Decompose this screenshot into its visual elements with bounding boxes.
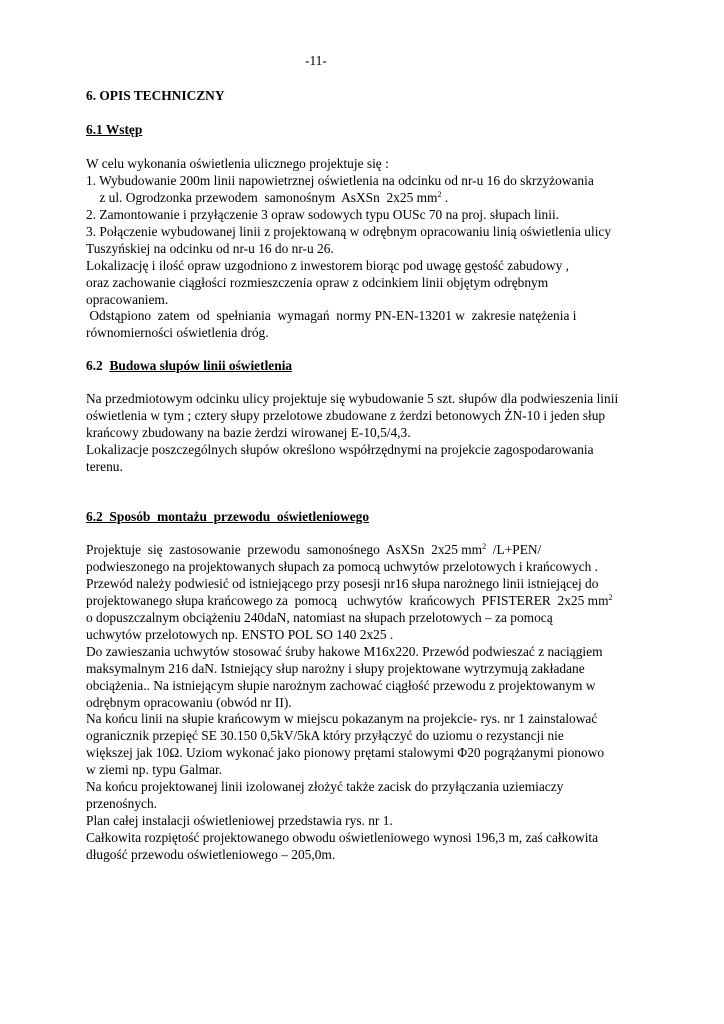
paragraph-line: uchwytów przelotowych np. ENSTO POL SO 140 2x25 . bbox=[86, 627, 394, 642]
paragraph-line: Całkowita rozpiętość projektowanego obwodu oświetleniowego wynosi 196,3 m, zaś całkowita bbox=[86, 830, 599, 845]
paragraph-line: terenu. bbox=[86, 459, 123, 474]
paragraph-line: Na przedmiotowym odcinku ulicy projektuje się wybudowanie 5 szt. słupów dla podwieszenia linii bbox=[86, 391, 619, 406]
paragraph-line: obciążenia.. Na istniejącym słupie narożnym zachować ciągłość przewodu z projektowanym w bbox=[86, 678, 596, 693]
paragraph-line: z ul. Ogrodzonka przewodem samonośnym AsXSn 2x25 $mm^2$ . bbox=[86, 190, 449, 205]
paragraph-line: przenośnych. bbox=[86, 796, 158, 811]
paragraph-line: 2. Zamontowanie i przyłączenie 3 opraw sodowych typu OUSc 70 na proj. słupach linii. bbox=[86, 207, 560, 222]
paragraph-line: większej jak 10Ω. Uziom wykonać jako pionowy prętami stalowymi Φ20 pogrążanymi pionowo bbox=[86, 745, 605, 760]
paragraph-line: Tuszyńskiej na odcinku od nr-u 16 do nr-u 26. bbox=[86, 241, 334, 256]
paragraph-line: o dopuszczalnym obciążeniu 240daN, natomiast na słupach przelotowych – za pomocą bbox=[86, 610, 553, 625]
paragraph-line: oświetlenia w tym ; cztery słupy przelotowe zbudowane z żerdzi betonowych ŻN-10 i jeden słup bbox=[86, 408, 606, 423]
paragraph-line: Przewód należy podwiesić od istniejącego przy posesji nr16 słupa narożnego linii istniejącej do bbox=[86, 576, 599, 591]
paragraph-line: krańcowy zbudowany na bazie żerdzi wirowanej E-10,5/4,3. bbox=[86, 425, 411, 440]
paragraph-line: opracowaniem. bbox=[86, 292, 169, 307]
page-number: -11- bbox=[305, 53, 327, 68]
paragraph-line: Plan całej instalacji oświetleniowej przedstawia rys. nr 1. bbox=[86, 813, 393, 828]
paragraph-line: podwieszonego na projektowanych słupach za pomocą uchwytów przelotowych i krańcowych . bbox=[86, 559, 599, 574]
paragraph-line: odrębnym opracowaniu (obwód nr II). bbox=[86, 695, 292, 710]
heading-opis-techniczny: 6. OPIS TECHNICZNY bbox=[86, 88, 225, 103]
paragraph-line: równomierności oświetlenia dróg. bbox=[86, 325, 269, 340]
paragraph-line: Lokalizacje poszczególnych słupów określono współrzędnymi na projekcie zagospodarowania bbox=[86, 442, 594, 457]
paragraph-line: Projektuje się zastosowanie przewodu samonośnego AsXSn 2x25 $mm^2$ /L+PEN/ bbox=[86, 542, 542, 557]
heading-budowa-slupow: 6.2 Budowa słupów linii oświetlenia bbox=[86, 358, 293, 373]
paragraph-line: Odstąpiono zatem od spełniania wymagań normy PN-EN-13201 w zakresie natężenia i bbox=[86, 308, 577, 323]
paragraph-line: W celu wykonania oświetlenia ulicznego projektuje się : bbox=[86, 156, 389, 171]
paragraph-line: Do zawieszania uchwytów stosować śruby hakowe M16x220. Przewód podwieszać z naciągiem bbox=[86, 644, 603, 659]
paragraph-line: ogranicznik przepięć SE 30.150 0,5kV/5kA który przyłączyć do uziomu o rezystancji nie bbox=[86, 728, 564, 743]
paragraph-line: w ziemi np. typu Galmar. bbox=[86, 762, 223, 777]
paragraph-line: 3. Połączenie wybudowanej linii z projektowaną w odrębnym opracowaniu linią oświetlenia ulicy bbox=[86, 224, 612, 239]
paragraph-line: Na końcu projektowanej linii izolowanej złożyć także zacisk do przyłączania uziemiaczy bbox=[86, 779, 564, 794]
paragraph-line: długość przewodu oświetleniowego – 205,0m. bbox=[86, 847, 336, 862]
superscript: 2 bbox=[482, 542, 487, 551]
superscript: 2 bbox=[437, 190, 442, 199]
paragraph-line: oraz zachowanie ciągłości rozmieszczenia opraw z odcinkiem linii objętym odrębnym bbox=[86, 275, 549, 290]
paragraph-line: Na końcu linii na słupie krańcowym w miejscu pokazanym na projekcie- rys. nr 1 zainstalować bbox=[86, 711, 598, 726]
superscript: 2 bbox=[608, 593, 613, 602]
heading-sposob-montazu: 6.2 Sposób montażu przewodu oświetleniowego bbox=[86, 509, 370, 524]
paragraph-line: 1. Wybudowanie 200m linii napowietrznej oświetlenia na odcinku od nr-u 16 do skrzyżowania bbox=[86, 173, 594, 188]
paragraph-line: Lokalizację i ilość opraw uzgodniono z inwestorem biorąc pod uwagę gęstość zabudowy , bbox=[86, 258, 570, 273]
paragraph-line: maksymalnym 216 daN. Istniejący słup narożny i słupy projektowane wytrzymują zakładane bbox=[86, 661, 585, 676]
heading-wstep: 6.1 Wstęp bbox=[86, 122, 143, 137]
paragraph-line: projektowanego słupa krańcowego za pomocą uchwytów krańcowych PFISTERER 2x25 $mm^2$ bbox=[86, 593, 613, 608]
